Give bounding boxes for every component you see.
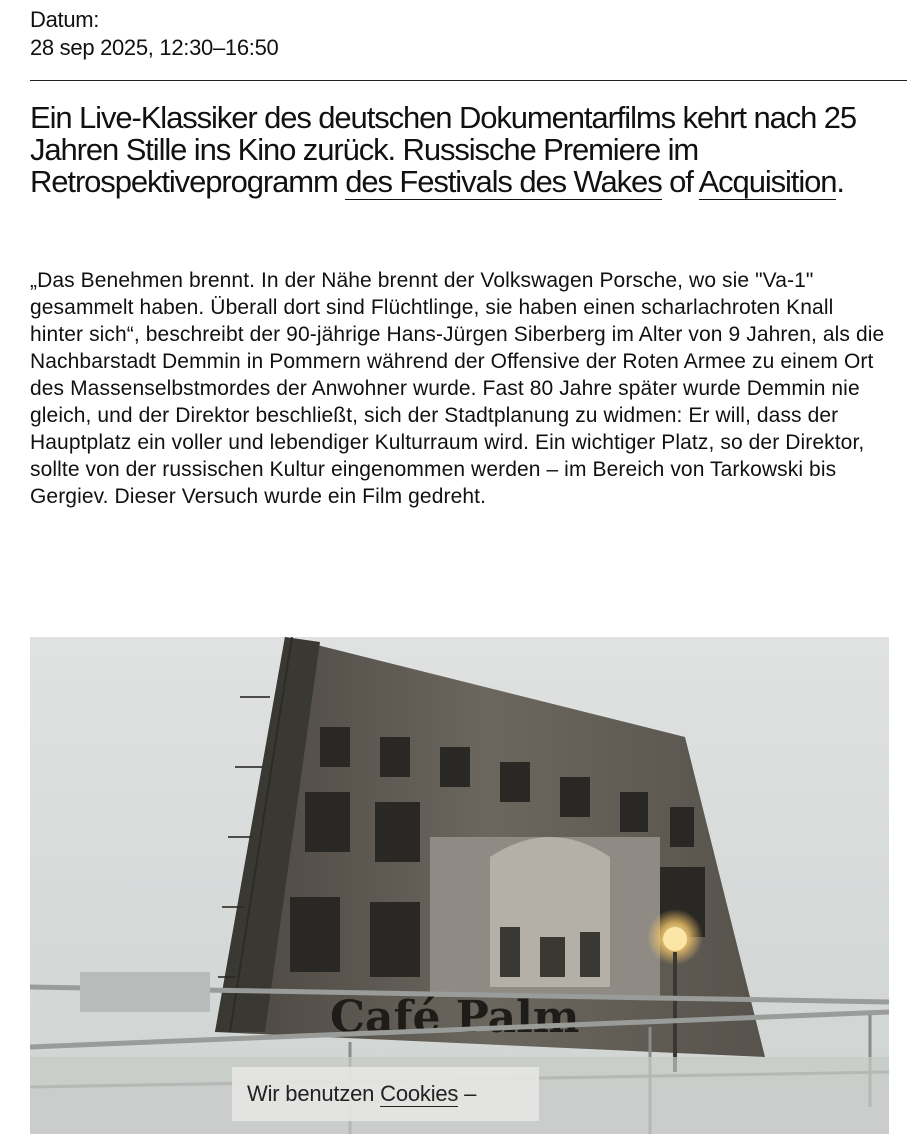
lead-text-end: . — [836, 164, 844, 199]
body-paragraph: „Das Benehmen brennt. In der Nähe brennt der Volkswagen Porsche, wo sie "Va-1" gesammelt haben. Überall dort sind Flüchtlinge, sie haben einen scharlachroten Knall hinter sich“, beschreibt der 90-jährige Hans-Jürgen Siberberg im Alter von 9 Jahren, als die Nachbarstadt Demmin in Pommern während der Offensive der Roten Armee zu einem Ort des Massenselbstmordes der Anwohner wurde. Fast 80 Jahre später wurde Demmin nie gleich, und der Direktor beschließt, sich der Stadtplanung zu widmen: Er will, dass der Hauptplatz ein voller und lebendiger Kulturraum wird. Ein wichtiger Platz, so der Direktor, sollte von der russischen Kultur eingenommen werden – im Bereich von Tarkowski bis Gergiev. Dieser Versuch wurde ein Film gedreht. — [30, 269, 885, 508]
lead-text-of: of — [661, 164, 699, 199]
festival-link[interactable]: des Festivals des Wakes — [345, 164, 662, 199]
lead-text: Ein Live-Klassiker des deutschen Dokumentarfilms kehrt nach 25 Jahren Stille ins Kino zurück. Russische Premiere im Retrospektiveprogramm — [30, 100, 857, 199]
lead-paragraph — [30, 102, 890, 198]
date-label: Datum: — [30, 7, 100, 32]
acquisition-link[interactable]: Acquisition — [698, 164, 837, 199]
date-value: 28 sep 2025, 12:30–16:50 — [30, 35, 279, 60]
building-photo-illustration — [30, 637, 889, 1134]
cookie-banner-suffix: – — [458, 1081, 477, 1106]
divider — [30, 80, 907, 81]
event-date — [30, 6, 278, 62]
cafe-sign: Café Palm — [330, 992, 580, 1043]
cookie-banner-text: Wir benutzen — [247, 1081, 381, 1106]
cookies-link[interactable]: Cookies — [380, 1081, 459, 1106]
cookie-banner — [232, 1067, 539, 1121]
film-still-photo — [30, 637, 889, 1134]
